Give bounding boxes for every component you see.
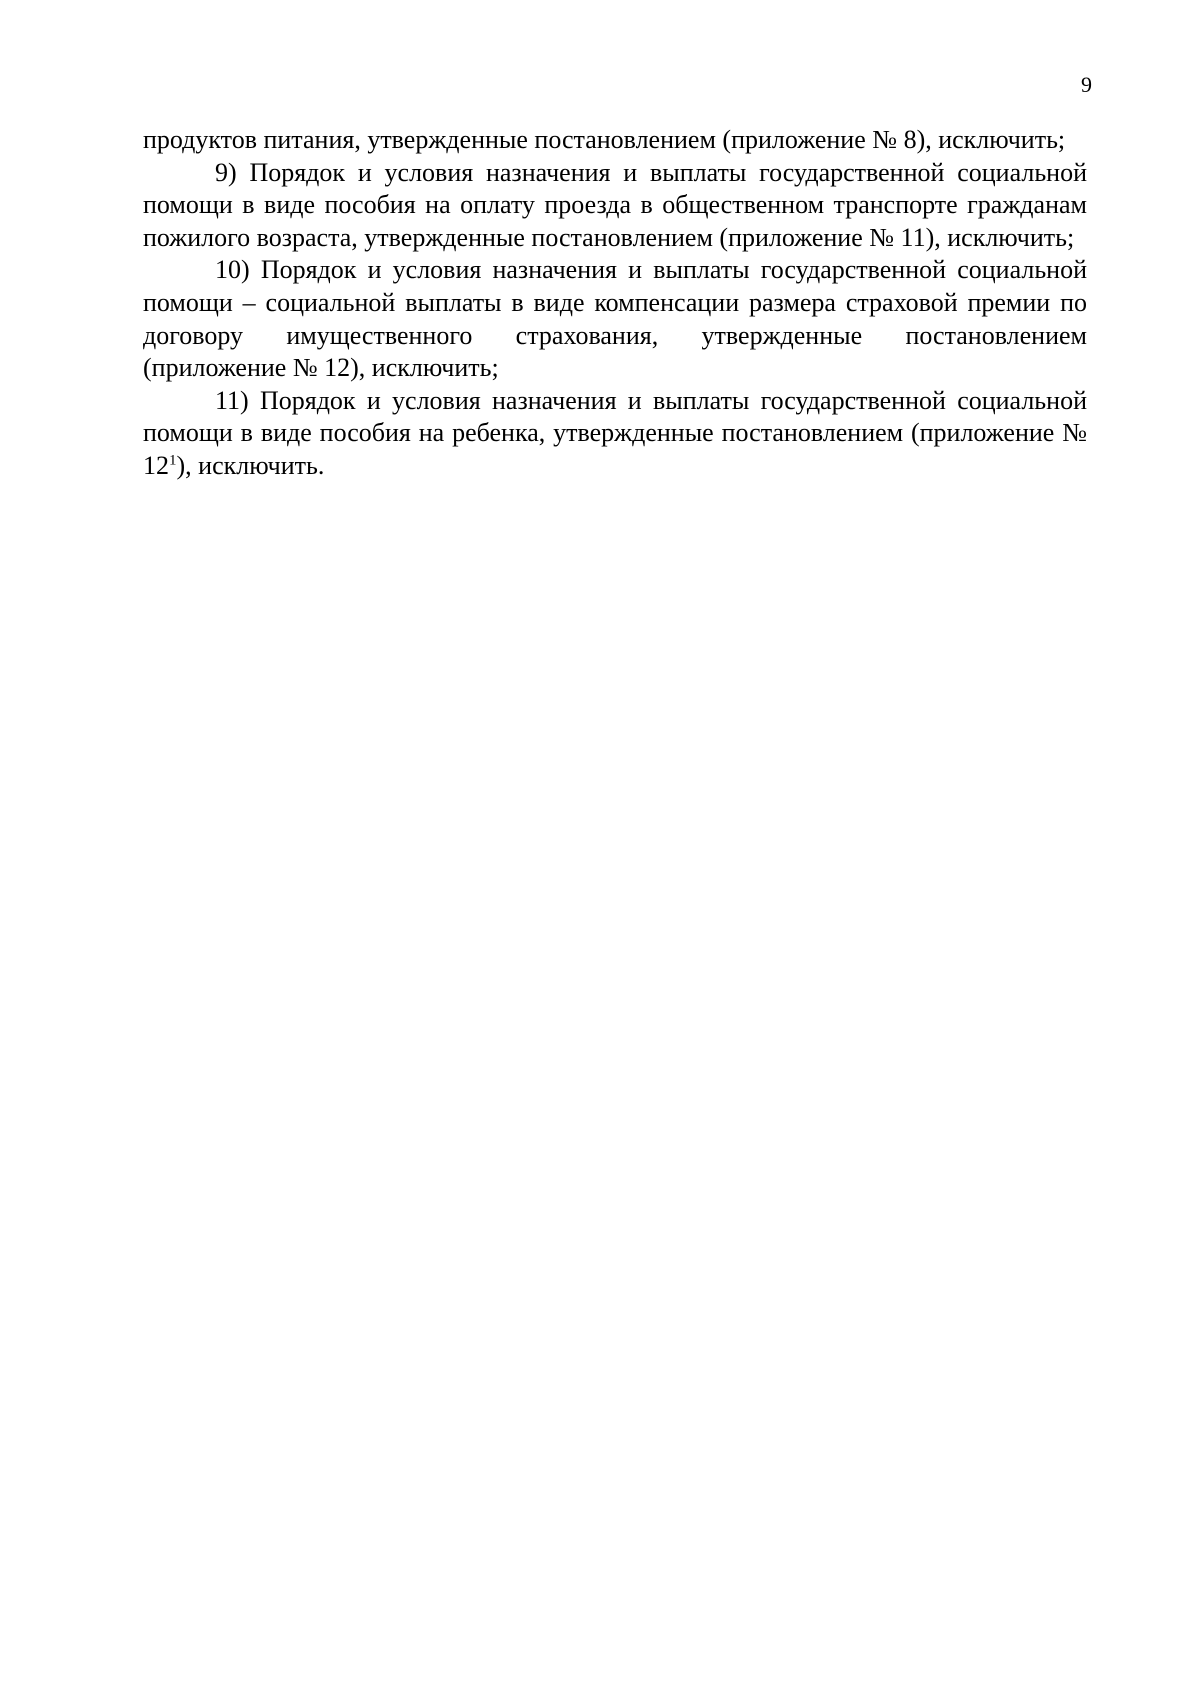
paragraph-1: продуктов питания, утвержденные постановлением (приложение № 8), исключить; (143, 125, 1066, 154)
paragraph-item-11-text: 11) Порядок и условия назначения и выплаты государственной социальной помощи в виде пособия на ребенка, утвержденные постановлением (приложение № 12 (143, 385, 1087, 480)
page-number: 9 (1081, 72, 1092, 97)
paragraph-item-9: 9) Порядок и условия назначения и выплаты государственной социальной помощи в виде пособия на оплату проезда в общественном транспорте гражданам пожилого возраста, утвержденные постановлением (приложение № 11), исключить; (143, 157, 1087, 252)
paragraph-item-11-tail: ), исключить. (176, 450, 325, 480)
superscript-marker: 1 (169, 452, 177, 469)
document-body (143, 124, 1087, 483)
paragraph-item-10: 10) Порядок и условия назначения и выплаты государственной социальной помощи – социальной выплаты в виде компенсации размера страховой премии по договору имущественного страхования, утвержденные постановлением (приложение № 12), исключить; (143, 255, 1087, 383)
paragraph-item-11 (143, 385, 1087, 483)
